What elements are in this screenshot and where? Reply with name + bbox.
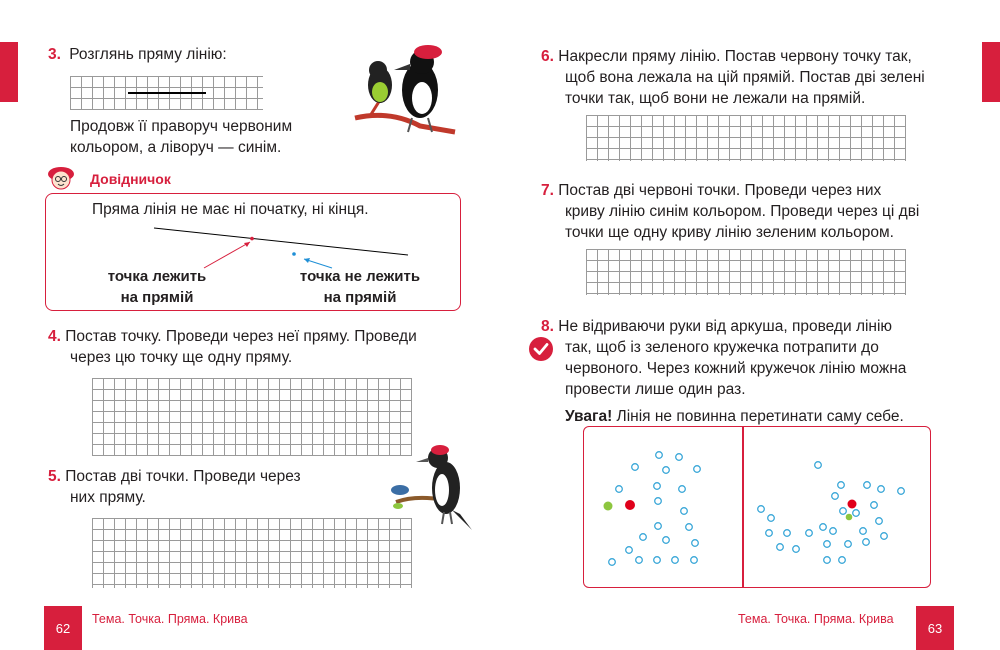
task7-line3: точки ще одну криву лінію зеленим кольором.	[565, 224, 894, 241]
label-off-line-1: точка не лежить	[299, 268, 421, 285]
task8-line4: провести лише один раз.	[565, 381, 746, 398]
task3-line-segment	[128, 92, 206, 94]
task8-warning-text: Лінія не повинна перетинати саму себе.	[612, 408, 904, 425]
start-green-circle	[604, 502, 613, 511]
task6-line1: Накресли пряму лінію. Постав червону точку так,	[558, 48, 912, 65]
label-on-line	[92, 266, 222, 308]
left-footer-text: Тема. Точка. Пряма. Крива	[92, 612, 248, 626]
task5-text	[48, 466, 301, 508]
task8-line3: червоного. Через кожний кружечок лінію можна	[565, 360, 907, 377]
task6-line3: точки так, щоб вони не лежали на прямій.	[565, 90, 866, 107]
end-red-circle	[625, 500, 635, 510]
task6-text	[541, 46, 955, 109]
task5-line2: них пряму.	[70, 489, 146, 506]
right-page-number: 63	[916, 606, 954, 650]
arrow-on-line	[204, 242, 250, 268]
helper-face-icon	[44, 165, 78, 191]
task8-line1: Не відриваючи руки від аркуша, проведи лінію	[558, 318, 893, 335]
task4-grid[interactable]	[92, 378, 412, 456]
task3-text-1: Продовж її праворуч червоним	[70, 118, 293, 135]
task6-line2: щоб вона лежала на цій прямій. Постав дві зелені	[565, 69, 925, 86]
task5-number: 5.	[48, 468, 61, 485]
task7-text	[541, 180, 955, 243]
task4-line2: через цю точку ще одну пряму.	[70, 349, 293, 366]
task8-number: 8.	[541, 318, 554, 335]
task7-number: 7.	[541, 182, 554, 199]
label-on-line-2: на прямій	[120, 289, 194, 306]
right-page-tab	[982, 42, 1000, 102]
helper-line	[154, 228, 408, 255]
task8-text	[541, 316, 955, 427]
task5-line1: Постав дві точки. Проведи через	[65, 468, 301, 485]
point-off-line	[292, 252, 296, 256]
task8-warning	[541, 406, 955, 427]
start-green-circle-right	[846, 514, 853, 521]
task4-text	[48, 326, 460, 368]
helper-title: Довідничок	[90, 171, 171, 187]
circles-puzzle[interactable]	[584, 427, 930, 587]
magpies-illustration	[350, 40, 460, 140]
task6-number: 6.	[541, 48, 554, 65]
end-red-circle-right	[848, 500, 857, 509]
task5-grid[interactable]	[92, 518, 412, 588]
right-footer-text: Тема. Точка. Пряма. Крива	[738, 612, 894, 626]
task8-line2: так, щоб із зеленого кружечка потрапити до	[565, 339, 879, 356]
left-page-tab	[0, 42, 18, 102]
label-off-line	[280, 266, 440, 308]
task3-heading	[48, 44, 227, 65]
helper-statement: Пряма лінія не має ні початку, ні кінця.	[92, 201, 369, 218]
task4-line1: Постав точку. Проведи через неї пряму. Проведи	[65, 328, 417, 345]
checkmark-icon	[528, 336, 554, 362]
helper-diagram	[150, 222, 412, 270]
task7-line2: криву лінію синім кольором. Проведи через ці дві	[565, 203, 920, 220]
task3-text-2: кольором, а ліворуч — синім.	[70, 139, 282, 156]
point-on-line	[250, 237, 254, 241]
left-page-number: 62	[44, 606, 82, 650]
task7-line1: Постав дві червоні точки. Проведи через них	[558, 182, 882, 199]
label-on-line-1: точка лежить	[107, 268, 207, 285]
task3-title: Розглянь пряму лінію:	[69, 46, 227, 63]
task4-number: 4.	[48, 328, 61, 345]
task3-number: 3.	[48, 46, 61, 63]
task8-warning-bold: Увага!	[565, 408, 613, 425]
task6-grid[interactable]	[586, 115, 906, 161]
task7-grid[interactable]	[586, 249, 906, 295]
label-off-line-2: на прямій	[323, 289, 397, 306]
